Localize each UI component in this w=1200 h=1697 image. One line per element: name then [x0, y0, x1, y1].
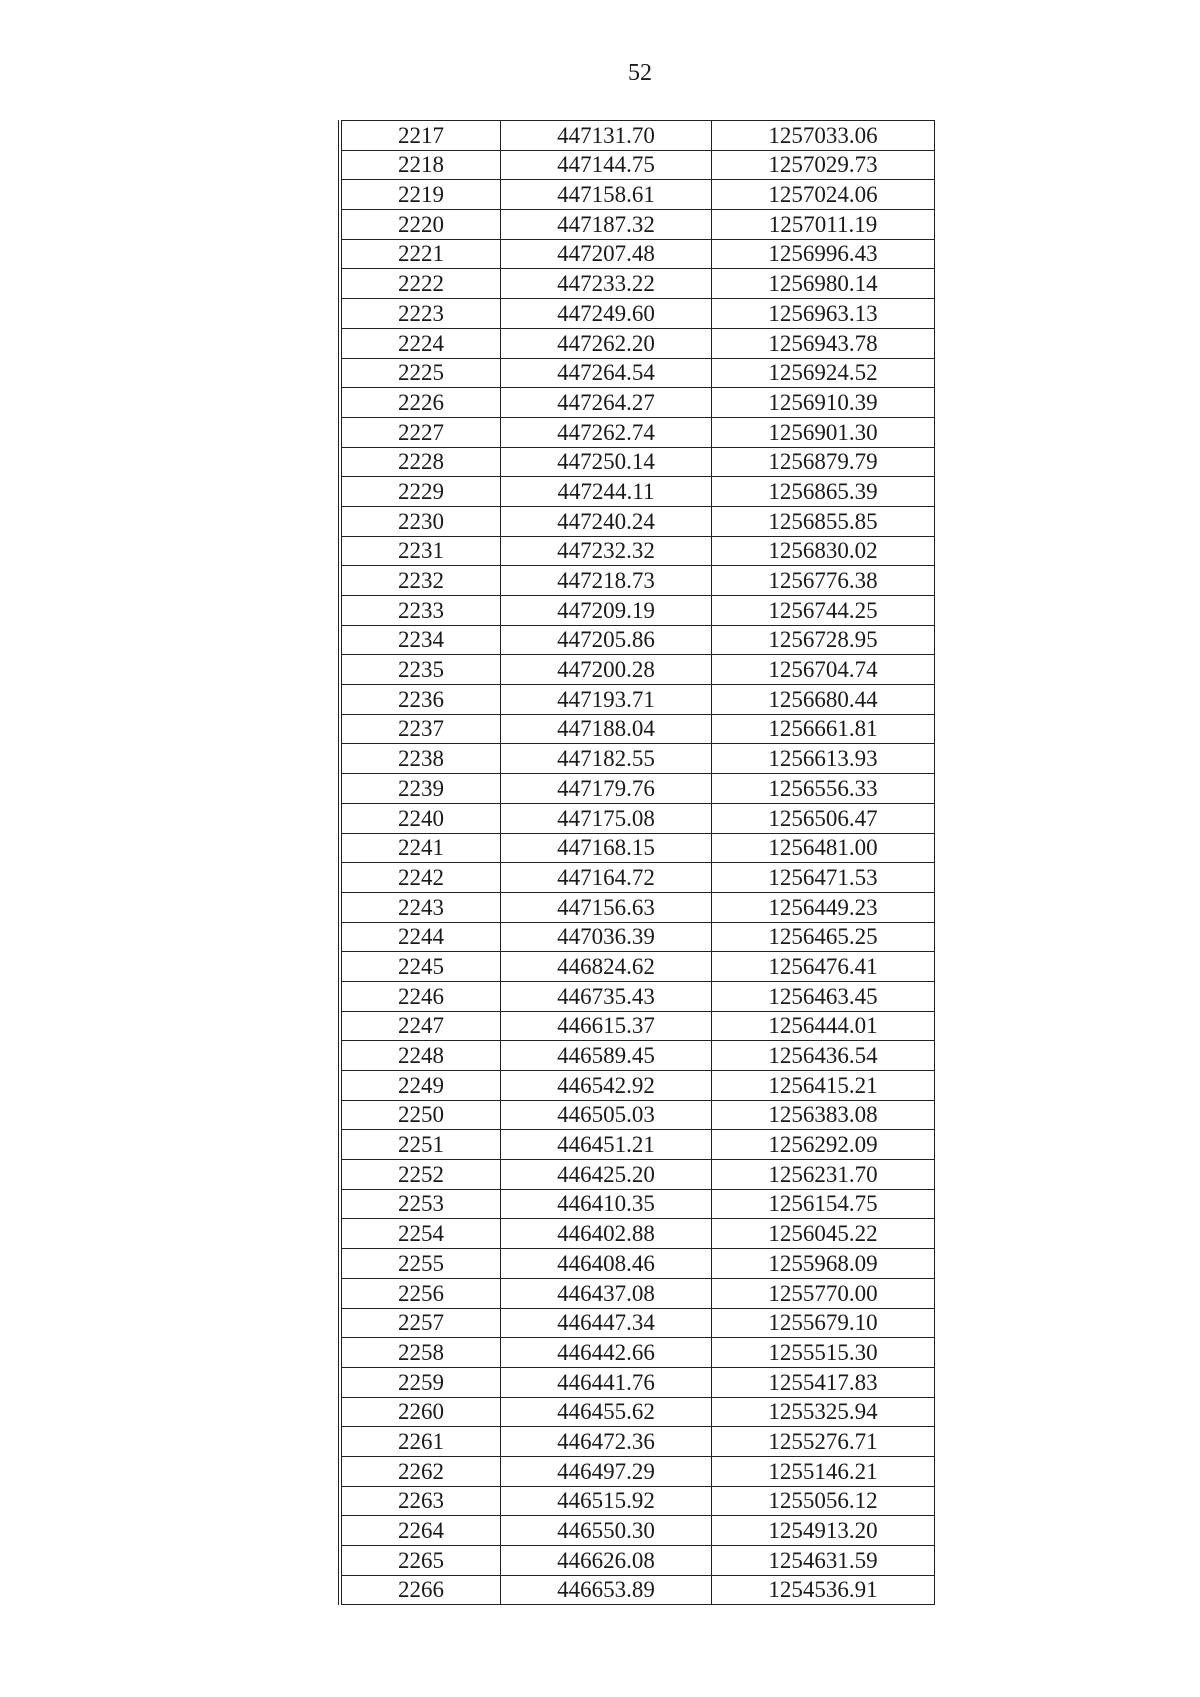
- y-coordinate-cell: 1256830.02: [712, 536, 935, 566]
- y-coordinate-cell: 1256855.85: [712, 506, 935, 536]
- x-coordinate-cell: 447156.63: [501, 892, 712, 922]
- table-row: [340, 210, 935, 240]
- y-coordinate-cell: 1257024.06: [712, 180, 935, 210]
- y-coordinate-cell: 1256465.25: [712, 922, 935, 952]
- x-coordinate-cell: 447249.60: [501, 299, 712, 329]
- point-number-cell: 2239: [340, 774, 501, 804]
- point-number-cell: 2256: [340, 1278, 501, 1308]
- y-coordinate-cell: 1256980.14: [712, 269, 935, 299]
- y-coordinate-cell: 1256680.44: [712, 685, 935, 715]
- x-coordinate-cell: 447262.74: [501, 417, 712, 447]
- x-coordinate-cell: 447164.72: [501, 863, 712, 893]
- x-coordinate-cell: 446653.89: [501, 1575, 712, 1605]
- y-coordinate-cell: 1256865.39: [712, 477, 935, 507]
- point-number-cell: 2232: [340, 566, 501, 596]
- x-coordinate-cell: 446472.36: [501, 1427, 712, 1457]
- y-coordinate-cell: 1257029.73: [712, 150, 935, 180]
- x-coordinate-cell: 446550.30: [501, 1516, 712, 1546]
- x-coordinate-cell: 446402.88: [501, 1219, 712, 1249]
- point-number-cell: 2227: [340, 417, 501, 447]
- table-row: [340, 714, 935, 744]
- x-coordinate-cell: 446824.62: [501, 952, 712, 982]
- point-number-cell: 2242: [340, 863, 501, 893]
- page-number: 52: [628, 60, 652, 86]
- y-coordinate-cell: 1256879.79: [712, 447, 935, 477]
- y-coordinate-cell: 1256506.47: [712, 803, 935, 833]
- y-coordinate-cell: 1255325.94: [712, 1397, 935, 1427]
- x-coordinate-cell: 447188.04: [501, 714, 712, 744]
- x-coordinate-cell: 446410.35: [501, 1189, 712, 1219]
- y-coordinate-cell: 1256444.01: [712, 1011, 935, 1041]
- x-coordinate-cell: 447179.76: [501, 774, 712, 804]
- y-coordinate-cell: 1256556.33: [712, 774, 935, 804]
- table-row: [340, 417, 935, 447]
- table-row: [340, 952, 935, 982]
- point-number-cell: 2252: [340, 1160, 501, 1190]
- y-coordinate-cell: 1255679.10: [712, 1308, 935, 1338]
- coordinates-table: [338, 120, 935, 1605]
- y-coordinate-cell: 1256436.54: [712, 1041, 935, 1071]
- table-row: [340, 1219, 935, 1249]
- table-row: [340, 239, 935, 269]
- table-row: [340, 1546, 935, 1576]
- point-number-cell: 2248: [340, 1041, 501, 1071]
- point-number-cell: 2226: [340, 388, 501, 418]
- x-coordinate-cell: 446447.34: [501, 1308, 712, 1338]
- y-coordinate-cell: 1256154.75: [712, 1189, 935, 1219]
- x-coordinate-cell: 447233.22: [501, 269, 712, 299]
- table-row: [340, 328, 935, 358]
- y-coordinate-cell: 1256943.78: [712, 328, 935, 358]
- x-coordinate-cell: 447158.61: [501, 180, 712, 210]
- point-number-cell: 2255: [340, 1249, 501, 1279]
- table-row: [340, 863, 935, 893]
- table-row: [340, 1486, 935, 1516]
- table-row: [340, 121, 935, 151]
- table-row: [340, 566, 935, 596]
- y-coordinate-cell: 1256744.25: [712, 596, 935, 626]
- point-number-cell: 2265: [340, 1546, 501, 1576]
- point-number-cell: 2247: [340, 1011, 501, 1041]
- x-coordinate-cell: 447250.14: [501, 447, 712, 477]
- y-coordinate-cell: 1256292.09: [712, 1130, 935, 1160]
- point-number-cell: 2250: [340, 1100, 501, 1130]
- y-coordinate-cell: 1256045.22: [712, 1219, 935, 1249]
- x-coordinate-cell: 447207.48: [501, 239, 712, 269]
- point-number-cell: 2249: [340, 1071, 501, 1101]
- y-coordinate-cell: 1255056.12: [712, 1486, 935, 1516]
- x-coordinate-cell: 447168.15: [501, 833, 712, 863]
- point-number-cell: 2245: [340, 952, 501, 982]
- table-row: [340, 803, 935, 833]
- table-row: [340, 596, 935, 626]
- x-coordinate-cell: 446542.92: [501, 1071, 712, 1101]
- point-number-cell: 2261: [340, 1427, 501, 1457]
- point-number-cell: 2233: [340, 596, 501, 626]
- point-number-cell: 2262: [340, 1456, 501, 1486]
- y-coordinate-cell: 1254536.91: [712, 1575, 935, 1605]
- y-coordinate-cell: 1255417.83: [712, 1367, 935, 1397]
- y-coordinate-cell: 1255770.00: [712, 1278, 935, 1308]
- y-coordinate-cell: 1255515.30: [712, 1338, 935, 1368]
- point-number-cell: 2219: [340, 180, 501, 210]
- y-coordinate-cell: 1256471.53: [712, 863, 935, 893]
- x-coordinate-cell: 447244.11: [501, 477, 712, 507]
- y-coordinate-cell: 1256996.43: [712, 239, 935, 269]
- y-coordinate-cell: 1256383.08: [712, 1100, 935, 1130]
- table-row: [340, 685, 935, 715]
- point-number-cell: 2235: [340, 655, 501, 685]
- y-coordinate-cell: 1256481.00: [712, 833, 935, 863]
- x-coordinate-cell: 447264.27: [501, 388, 712, 418]
- x-coordinate-cell: 446615.37: [501, 1011, 712, 1041]
- x-coordinate-cell: 447187.32: [501, 210, 712, 240]
- x-coordinate-cell: 446735.43: [501, 981, 712, 1011]
- table-row: [340, 1071, 935, 1101]
- point-number-cell: 2234: [340, 625, 501, 655]
- point-number-cell: 2259: [340, 1367, 501, 1397]
- x-coordinate-cell: 447182.55: [501, 744, 712, 774]
- table-row: [340, 1130, 935, 1160]
- x-coordinate-cell: 446505.03: [501, 1100, 712, 1130]
- table-row: [340, 1456, 935, 1486]
- table-row: [340, 1189, 935, 1219]
- point-number-cell: 2221: [340, 239, 501, 269]
- point-number-cell: 2224: [340, 328, 501, 358]
- point-number-cell: 2229: [340, 477, 501, 507]
- y-coordinate-cell: 1256231.70: [712, 1160, 935, 1190]
- table-row: [340, 744, 935, 774]
- y-coordinate-cell: 1256901.30: [712, 417, 935, 447]
- table-row: [340, 1367, 935, 1397]
- table-row: [340, 922, 935, 952]
- x-coordinate-cell: 446425.20: [501, 1160, 712, 1190]
- y-coordinate-cell: 1256728.95: [712, 625, 935, 655]
- point-number-cell: 2217: [340, 121, 501, 151]
- point-number-cell: 2257: [340, 1308, 501, 1338]
- table-row: [340, 180, 935, 210]
- table-row: [340, 477, 935, 507]
- y-coordinate-cell: 1256910.39: [712, 388, 935, 418]
- table-row: [340, 506, 935, 536]
- x-coordinate-cell: 446442.66: [501, 1338, 712, 1368]
- point-number-cell: 2220: [340, 210, 501, 240]
- x-coordinate-cell: 447262.20: [501, 328, 712, 358]
- point-number-cell: 2266: [340, 1575, 501, 1605]
- table-row: [340, 1338, 935, 1368]
- y-coordinate-cell: 1254913.20: [712, 1516, 935, 1546]
- y-coordinate-cell: 1255146.21: [712, 1456, 935, 1486]
- point-number-cell: 2251: [340, 1130, 501, 1160]
- x-coordinate-cell: 446441.76: [501, 1367, 712, 1397]
- table-row: [340, 1516, 935, 1546]
- x-coordinate-cell: 446589.45: [501, 1041, 712, 1071]
- table-row: [340, 1011, 935, 1041]
- point-number-cell: 2253: [340, 1189, 501, 1219]
- y-coordinate-cell: 1256661.81: [712, 714, 935, 744]
- x-coordinate-cell: 447218.73: [501, 566, 712, 596]
- point-number-cell: 2228: [340, 447, 501, 477]
- x-coordinate-cell: 446455.62: [501, 1397, 712, 1427]
- point-number-cell: 2218: [340, 150, 501, 180]
- point-number-cell: 2223: [340, 299, 501, 329]
- y-coordinate-cell: 1254631.59: [712, 1546, 935, 1576]
- table-row: [340, 1249, 935, 1279]
- point-number-cell: 2246: [340, 981, 501, 1011]
- point-number-cell: 2238: [340, 744, 501, 774]
- y-coordinate-cell: 1256704.74: [712, 655, 935, 685]
- x-coordinate-cell: 447200.28: [501, 655, 712, 685]
- point-number-cell: 2240: [340, 803, 501, 833]
- table-row: [340, 655, 935, 685]
- x-coordinate-cell: 446451.21: [501, 1130, 712, 1160]
- y-coordinate-cell: 1256463.45: [712, 981, 935, 1011]
- x-coordinate-cell: 447036.39: [501, 922, 712, 952]
- table-row: [340, 1100, 935, 1130]
- table-row: [340, 269, 935, 299]
- table-row: [340, 447, 935, 477]
- y-coordinate-cell: 1257011.19: [712, 210, 935, 240]
- table-row: [340, 892, 935, 922]
- table-row: [340, 774, 935, 804]
- y-coordinate-cell: 1256776.38: [712, 566, 935, 596]
- table-row: [340, 1041, 935, 1071]
- point-number-cell: 2243: [340, 892, 501, 922]
- x-coordinate-cell: 447205.86: [501, 625, 712, 655]
- table-row: [340, 1160, 935, 1190]
- y-coordinate-cell: 1256476.41: [712, 952, 935, 982]
- x-coordinate-cell: 446408.46: [501, 1249, 712, 1279]
- y-coordinate-cell: 1255276.71: [712, 1427, 935, 1457]
- x-coordinate-cell: 446437.08: [501, 1278, 712, 1308]
- y-coordinate-cell: 1257033.06: [712, 121, 935, 151]
- x-coordinate-cell: 447193.71: [501, 685, 712, 715]
- table-row: [340, 299, 935, 329]
- y-coordinate-cell: 1256449.23: [712, 892, 935, 922]
- point-number-cell: 2263: [340, 1486, 501, 1516]
- point-number-cell: 2260: [340, 1397, 501, 1427]
- x-coordinate-cell: 446626.08: [501, 1546, 712, 1576]
- table-row: [340, 388, 935, 418]
- table-row: [340, 1278, 935, 1308]
- x-coordinate-cell: 447131.70: [501, 121, 712, 151]
- point-number-cell: 2222: [340, 269, 501, 299]
- point-number-cell: 2254: [340, 1219, 501, 1249]
- point-number-cell: 2225: [340, 358, 501, 388]
- x-coordinate-cell: 447144.75: [501, 150, 712, 180]
- point-number-cell: 2244: [340, 922, 501, 952]
- x-coordinate-cell: 447232.32: [501, 536, 712, 566]
- x-coordinate-cell: 447175.08: [501, 803, 712, 833]
- table-row: [340, 1575, 935, 1605]
- point-number-cell: 2241: [340, 833, 501, 863]
- table-row: [340, 981, 935, 1011]
- table-row: [340, 358, 935, 388]
- table-row: [340, 150, 935, 180]
- point-number-cell: 2236: [340, 685, 501, 715]
- y-coordinate-cell: 1256613.93: [712, 744, 935, 774]
- table-row: [340, 1308, 935, 1338]
- table-row: [340, 1397, 935, 1427]
- x-coordinate-cell: 447209.19: [501, 596, 712, 626]
- y-coordinate-cell: 1256924.52: [712, 358, 935, 388]
- point-number-cell: 2258: [340, 1338, 501, 1368]
- y-coordinate-cell: 1256415.21: [712, 1071, 935, 1101]
- table-row: [340, 1427, 935, 1457]
- x-coordinate-cell: 446497.29: [501, 1456, 712, 1486]
- point-number-cell: 2237: [340, 714, 501, 744]
- y-coordinate-cell: 1256963.13: [712, 299, 935, 329]
- x-coordinate-cell: 447264.54: [501, 358, 712, 388]
- x-coordinate-cell: 446515.92: [501, 1486, 712, 1516]
- y-coordinate-cell: 1255968.09: [712, 1249, 935, 1279]
- table-row: [340, 833, 935, 863]
- x-coordinate-cell: 447240.24: [501, 506, 712, 536]
- table-row: [340, 536, 935, 566]
- point-number-cell: 2231: [340, 536, 501, 566]
- table-row: [340, 625, 935, 655]
- point-number-cell: 2264: [340, 1516, 501, 1546]
- coordinates-table-body: [340, 121, 935, 1605]
- point-number-cell: 2230: [340, 506, 501, 536]
